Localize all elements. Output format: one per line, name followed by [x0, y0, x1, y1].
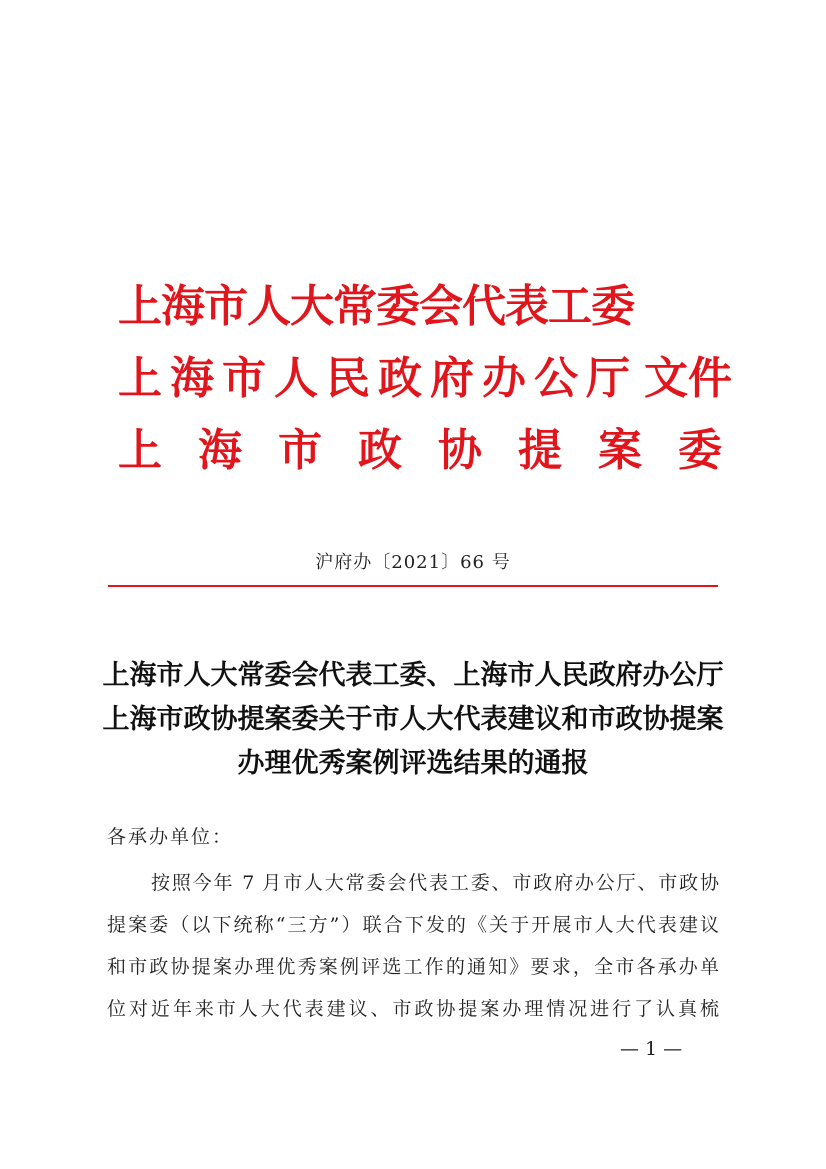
- page-number: — 1 —: [620, 1038, 683, 1060]
- issuer-row-3: [118, 422, 758, 480]
- issuer-name-3: 上海市政协提案委: [118, 425, 758, 476]
- document-suffix: 文件: [644, 353, 732, 404]
- title-line-2: 上海市政协提案委关于市人大代表建议和市政协提案: [102, 704, 724, 735]
- body-line-2: 提案委（以下统称“三方”）联合下发的《关于开展市人大代表建议: [107, 914, 719, 936]
- title-line-1: 上海市人大常委会代表工委、上海市人民政府办公厅: [102, 660, 724, 691]
- body-line-3: 和市政协提案办理优秀案例评选工作的通知》要求，全市各承办单: [107, 956, 719, 978]
- issuer-block: [118, 278, 758, 494]
- issuer-name-2: 上海市人民政府办公厅: [118, 353, 638, 404]
- issuer-row-1: [118, 278, 738, 336]
- issuer-name-1: 上海市人大常委会代表工委: [118, 281, 634, 332]
- body-line-1: 按照今年 7 月市人大常委会代表工委、市政府办公厅、市政协: [151, 872, 719, 894]
- body-line-4: 位对近年来市人大代表建议、市政协提案办理情况进行了认真梳: [107, 998, 719, 1020]
- salutation: 各承办单位：: [107, 826, 234, 848]
- red-divider: [108, 585, 718, 587]
- title-line-3: 办理优秀案例评选结果的通报: [237, 748, 589, 779]
- body-paragraph: [107, 862, 719, 1030]
- document-number: 沪府办〔2021〕66 号: [315, 552, 511, 573]
- document-title: [90, 654, 736, 786]
- issuer-row-2: [118, 350, 738, 408]
